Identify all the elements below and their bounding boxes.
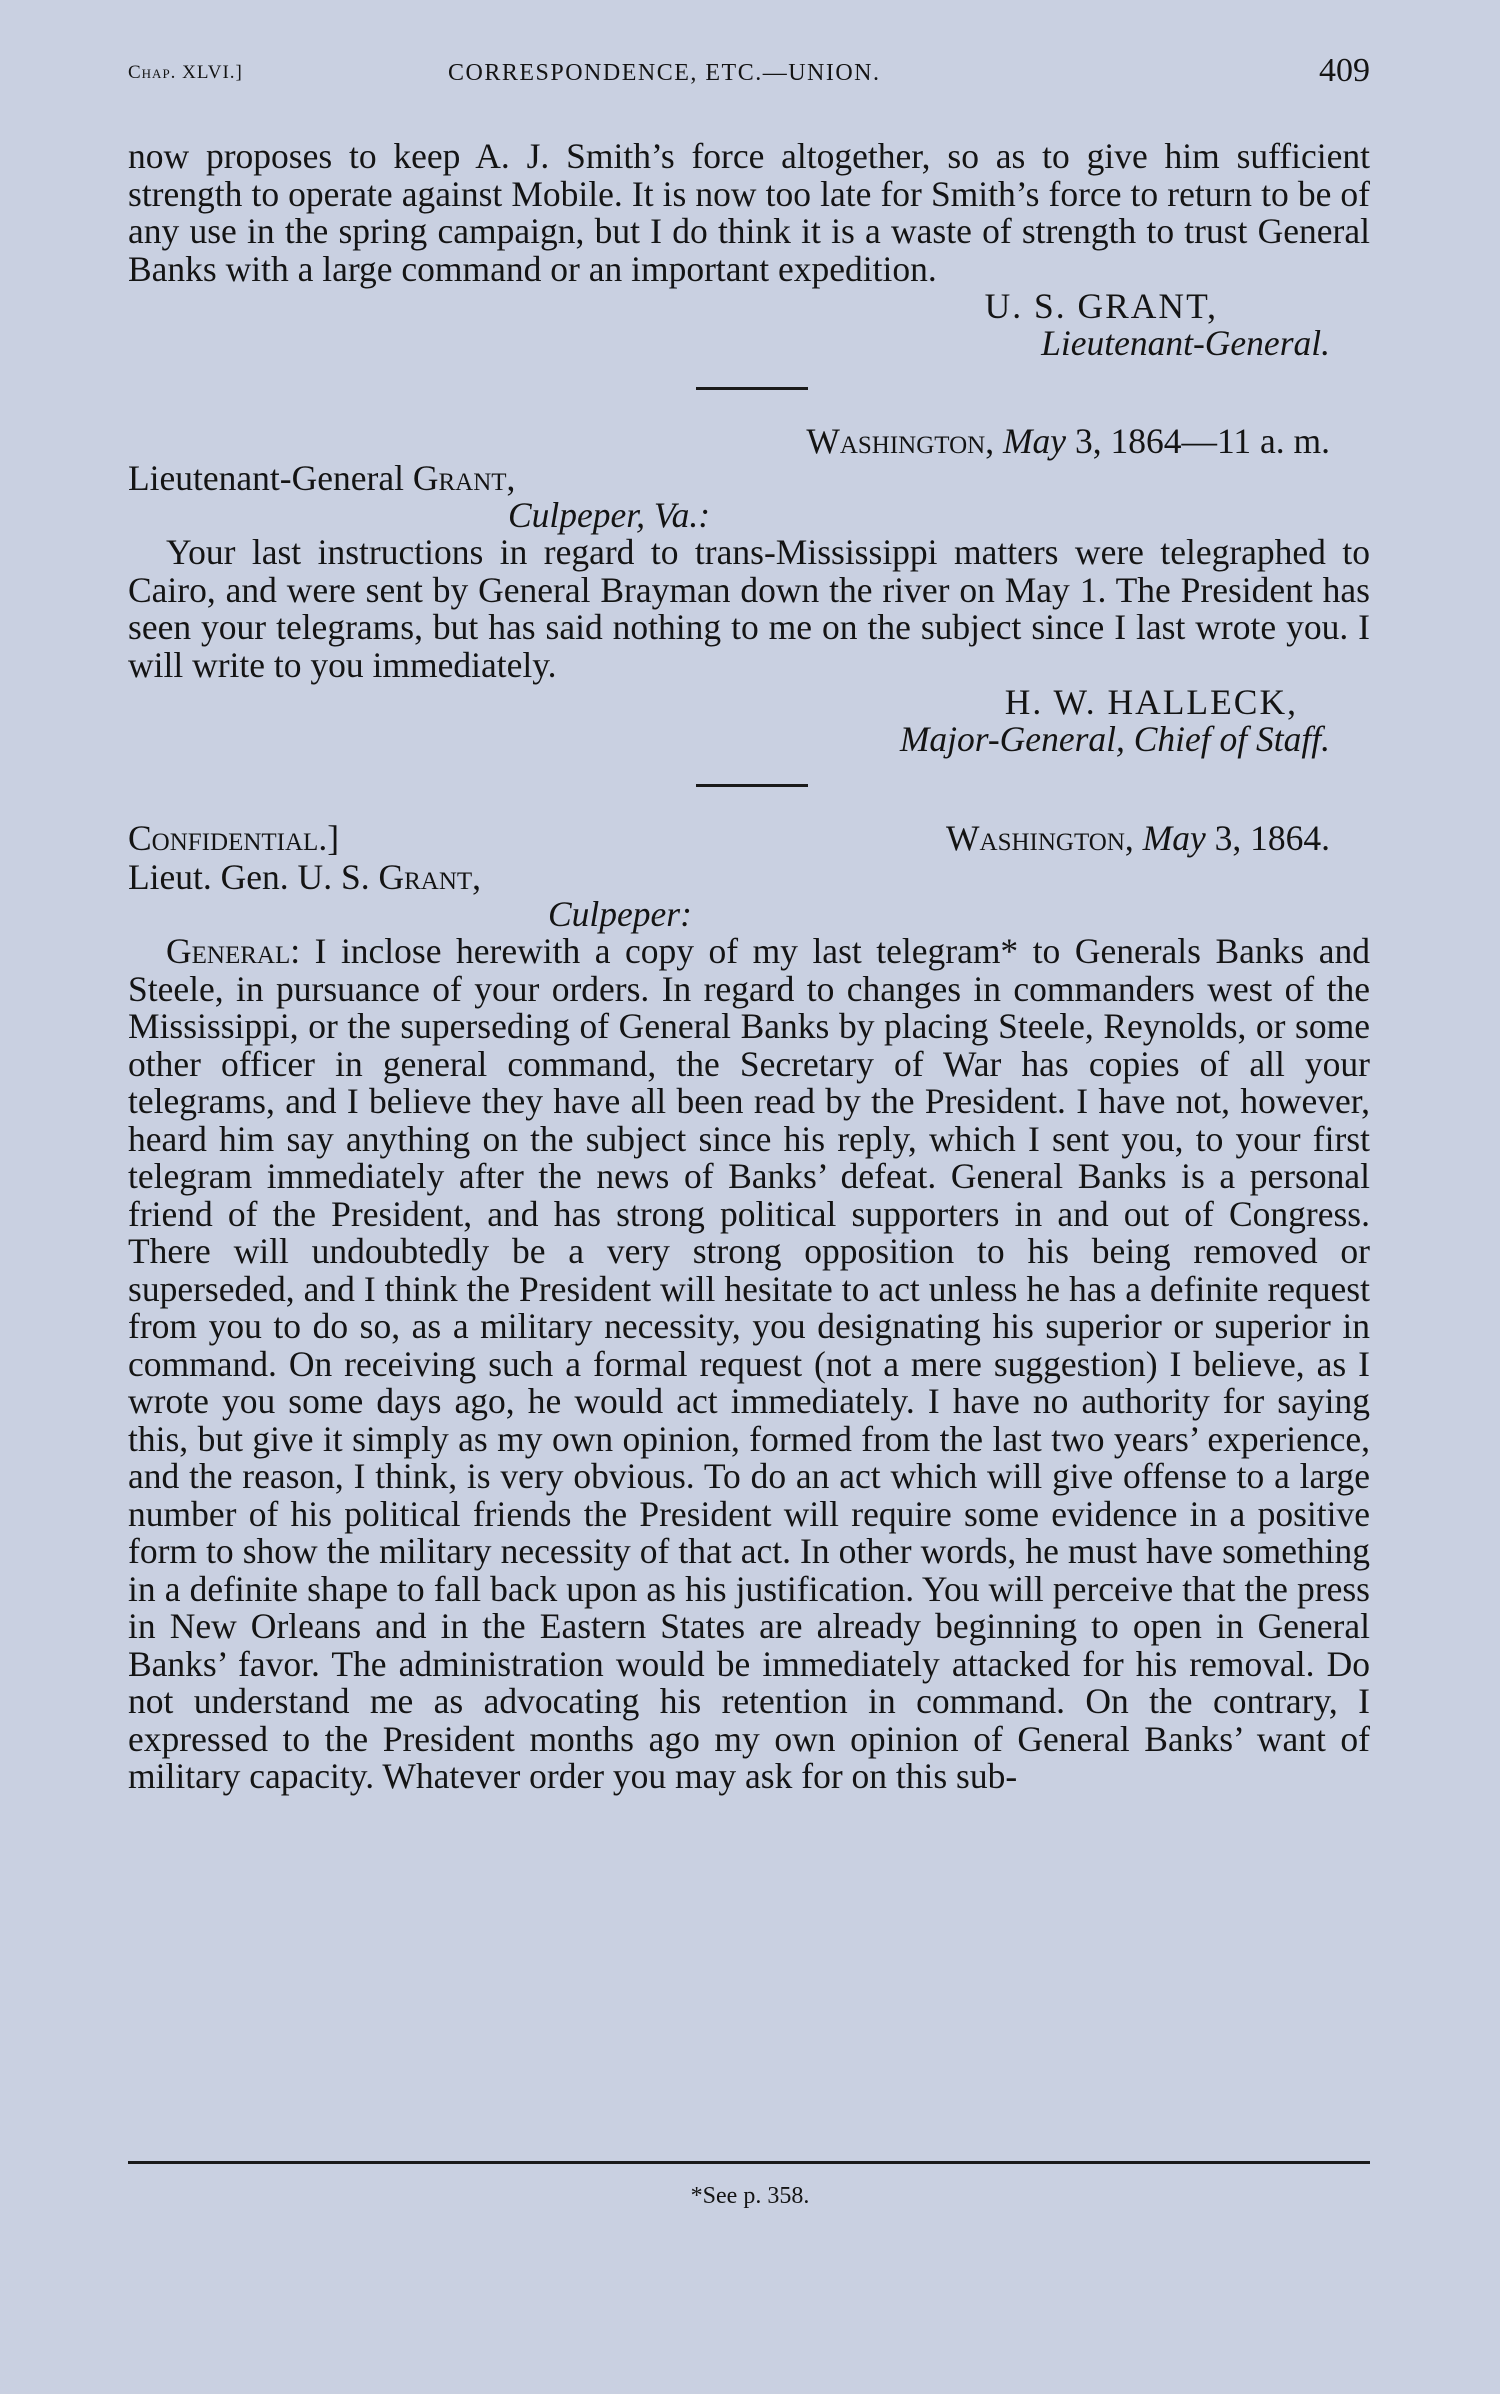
dateline-halleck: [128, 422, 1370, 460]
addressee-name: Grant,: [378, 857, 482, 897]
signature-halleck-title: Major-General, Chief of Staff.: [899, 719, 1330, 759]
signature-grant: U. S. GRANT,: [984, 286, 1218, 326]
footnote: *See p. 358.: [690, 2183, 810, 2209]
running-title: CORRESPONDENCE, ETC.—UNION.: [448, 60, 881, 86]
confidential-label: Confidential.]: [128, 818, 340, 858]
dateline-place: Washington,: [806, 421, 995, 461]
addressee-prefix: Lieut. Gen. U. S.: [128, 857, 370, 897]
dateline-place: Washington,: [946, 818, 1134, 858]
signature-halleck: H. W. HALLECK,: [1004, 682, 1298, 722]
dateline-date: 3, 1864.: [1214, 818, 1330, 858]
dateline-date: 3, 1864—11 a. m.: [1074, 421, 1330, 461]
section-divider: [696, 387, 808, 390]
section-divider: [696, 784, 808, 787]
chapter-label: Chap. XLVI.]: [128, 62, 243, 83]
letter-confidential-body: [128, 933, 1370, 1796]
dateline-confidential: [946, 819, 1330, 857]
signature-grant-title: Lieutenant-General.: [1041, 323, 1330, 363]
addressee-confidential-letter: [128, 859, 1370, 896]
letter-grant-continuation: now proposes to keep A. J. Smith’s force altogether, so as to give him sufficient strength to operate against Mobile. It is now too late for Smith’s force to return to be of any use in the spring campaign, but I do think it is a waste of strength to trust General Banks with a large command or an important expedition.: [128, 136, 1370, 289]
addressee-name: Grant,: [412, 458, 516, 498]
dateline-month: May: [1142, 818, 1206, 858]
addressee-halleck-letter: [128, 460, 1370, 497]
salutation: General: [166, 931, 291, 971]
page-content: [128, 138, 1370, 1796]
footnote-rule: [128, 2161, 1370, 2164]
addressee-place: Culpeper:: [548, 894, 692, 934]
addressee-place: Culpeper, Va.:: [508, 495, 711, 535]
letter-halleck-body: Your last instructions in regard to trans-Mississippi matters were telegraphed to Cairo, and were sent by General Brayman down the river on May 1. The President has seen your telegrams, but has said nothing to me on the subject since I last wrote you. I will write to you immediately.: [128, 532, 1370, 685]
confidential-dateline-row: [128, 819, 1370, 859]
dateline-month: May: [1002, 421, 1067, 461]
addressee-prefix: Lieutenant-General: [128, 458, 404, 498]
running-header: [128, 52, 1370, 96]
letter-confidential-text: : I inclose herewith a copy of my last telegram* to Generals Banks and Steele, in pursuance of your orders. In regard to changes in commanders west of the Mississippi, or the superseding of General Banks by placing Steele, Reynolds, or some other officer in general command, the Secretary of War has copies of all your telegrams, and I believe they have all been read by the President. I have not, however, heard him say anything on the subject since his reply, which I sent you, to your first telegram immediately after the news of Banks’ defeat. General Banks is a personal friend of the President, and has strong political supporters in and out of Congress. There will undoubtedly be a very strong opposition to his being removed or superseded, and I think the President will hesitate to act unless he has a definite request from you to do so, as a military necessity, you designating his superior or superior in command. On receiving such a formal request (not a mere suggestion) I believe, as I wrote you some days ago, he would act immediately. I have no authority for saying this, but give it simply as my own opinion, formed from the last two years’ experience, and the reason, I think, is very obvious. To do an act which will give offense to a large number of his political friends the President will require some evidence in a positive form to show the military necessity of that act. In other words, he must have something in a definite shape to fall back upon as his justification. You will perceive that the press in New Orleans and in the Eastern States are already beginning to open in General Banks’ favor. The administration would be immediately attacked for his removal. Do not understand me as advocating his retention in command. On the contrary, I expressed to the President months ago my own opinion of General Banks’ want of military capacity. Whatever order you may ask for on this sub-: [128, 931, 1370, 1796]
page-number: 409: [1319, 52, 1370, 89]
